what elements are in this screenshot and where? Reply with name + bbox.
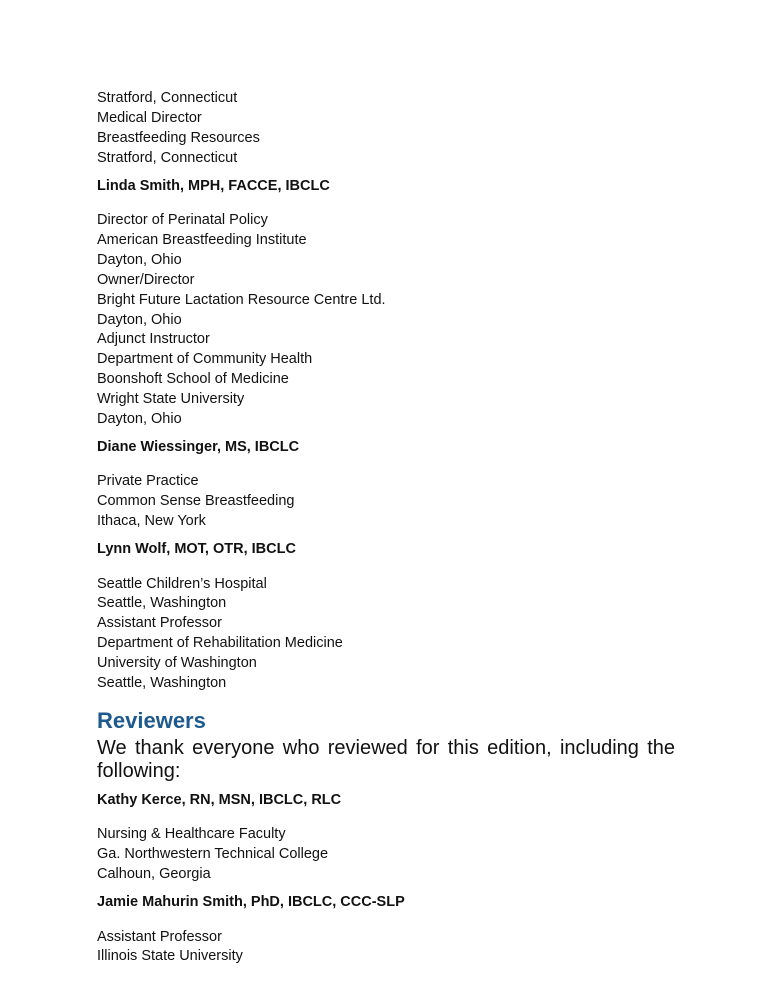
- entry-line: Ga. Northwestern Technical College: [97, 846, 329, 863]
- entry-line: Department of Rehabilitation Medicine: [97, 635, 343, 652]
- reviewer-entry: [97, 791, 677, 885]
- entry-line: Stratford, Connecticut: [97, 90, 238, 106]
- entry-line: Assistant Professor: [97, 928, 222, 945]
- entry-line: Illinois State University: [97, 948, 243, 965]
- entry-line: Dayton, Ohio: [97, 251, 182, 268]
- entry-line: Owner/Director: [97, 271, 195, 288]
- entry-line: Breastfeeding Resources: [97, 129, 260, 146]
- entry-line: Medical Director: [97, 109, 202, 126]
- entry-line: Director of Perinatal Policy: [97, 212, 268, 229]
- entry-line: Seattle, Washington: [97, 595, 227, 612]
- continued-entry: [97, 89, 677, 169]
- entry-line: Department of Community Health: [97, 351, 313, 368]
- reviewers-heading: Reviewers: [97, 707, 206, 733]
- reviewer-entry: [97, 893, 677, 967]
- entry-line: Bright Future Lactation Resource Centre Ltd.: [97, 291, 386, 308]
- entry-line: Seattle Children’s Hospital: [97, 575, 267, 592]
- entry-line: Dayton, Ohio: [97, 411, 182, 428]
- entry-line: Dayton, Ohio: [97, 311, 182, 328]
- contributor-entry: [97, 177, 677, 430]
- entry-line: Assistant Professor: [97, 615, 222, 632]
- contributor-name: Linda Smith, MPH, FACCE, IBCLC: [97, 177, 330, 194]
- entry-line: Calhoun, Georgia: [97, 866, 211, 883]
- entry-line: American Breastfeeding Institute: [97, 231, 307, 248]
- document-page: [97, 89, 677, 967]
- entry-line: Common Sense Breastfeeding: [97, 493, 295, 510]
- entry-line: University of Washington: [97, 655, 257, 672]
- reviewer-name: Jamie Mahurin Smith, PhD, IBCLC, CCC-SLP: [97, 894, 405, 911]
- entry-line: Adjunct Instructor: [97, 331, 210, 348]
- entry-line: Boonshoft School of Medicine: [97, 371, 289, 388]
- entry-line: Ithaca, New York: [97, 513, 206, 530]
- reviewer-name: Kathy Kerce, RN, MSN, IBCLC, RLC: [97, 791, 342, 808]
- contributor-entry: [97, 540, 677, 694]
- contributor-name: Diane Wiessinger, MS, IBCLC: [97, 439, 300, 455]
- entry-line: Wright State University: [97, 391, 245, 408]
- entry-line: Stratford, Connecticut: [97, 149, 238, 166]
- contributor-entry: [97, 438, 677, 532]
- entry-line: Seattle, Washington: [97, 675, 227, 692]
- entry-line: Nursing & Healthcare Faculty: [97, 826, 286, 843]
- entry-line: Private Practice: [97, 473, 199, 490]
- contributor-name: Lynn Wolf, MOT, OTR, IBCLC: [97, 541, 296, 558]
- reviewers-intro: We thank everyone who reviewed for this edition, including the following:: [97, 736, 675, 782]
